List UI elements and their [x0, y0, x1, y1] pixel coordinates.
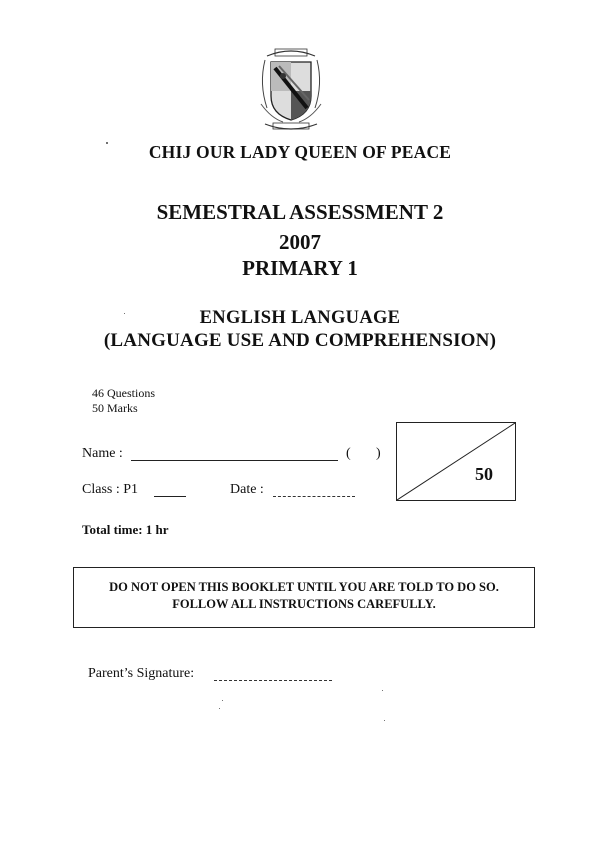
mark-count: 50 Marks: [92, 401, 138, 415]
subject-title: ENGLISH LANGUAGE: [199, 308, 401, 328]
class-field[interactable]: [154, 496, 186, 497]
assessment-title: SEMESTRAL ASSESSMENT 2: [156, 200, 444, 224]
total-time: Total time: 1 hr: [82, 522, 169, 537]
name-label: Name :: [82, 446, 123, 461]
instruction-line-2: FOLLOW ALL INSTRUCTIONS CAREFULLY.: [172, 597, 436, 611]
paper-title: (LANGUAGE USE AND COMPREHENSION): [103, 330, 497, 351]
speck: [382, 690, 383, 691]
score-box[interactable]: [396, 422, 516, 501]
signature-field[interactable]: [214, 680, 332, 681]
instructions-box: [73, 567, 535, 628]
assessment-level: PRIMARY 1: [242, 256, 358, 280]
instruction-line-1: DO NOT OPEN THIS BOOKLET UNTIL YOU ARE TOLD TO DO SO.: [109, 580, 499, 594]
date-field[interactable]: [273, 496, 355, 497]
school-name: CHIJ OUR LADY QUEEN OF PEACE: [148, 142, 452, 162]
school-crest-icon: [251, 44, 331, 136]
total-marks: 50: [475, 464, 493, 484]
score-diagonal: [397, 423, 515, 500]
register-number-close: ): [376, 446, 381, 461]
question-count: 46 Questions: [92, 386, 155, 400]
name-field[interactable]: [131, 460, 338, 461]
register-number-open: (: [346, 446, 351, 461]
signature-label: Parent’s Signature:: [88, 666, 195, 681]
speck: [222, 700, 223, 701]
speck: [384, 720, 385, 721]
assessment-year: 2007: [279, 230, 321, 254]
date-label: Date :: [230, 482, 264, 497]
speck: [219, 708, 220, 709]
class-label: Class : P1: [82, 482, 139, 497]
